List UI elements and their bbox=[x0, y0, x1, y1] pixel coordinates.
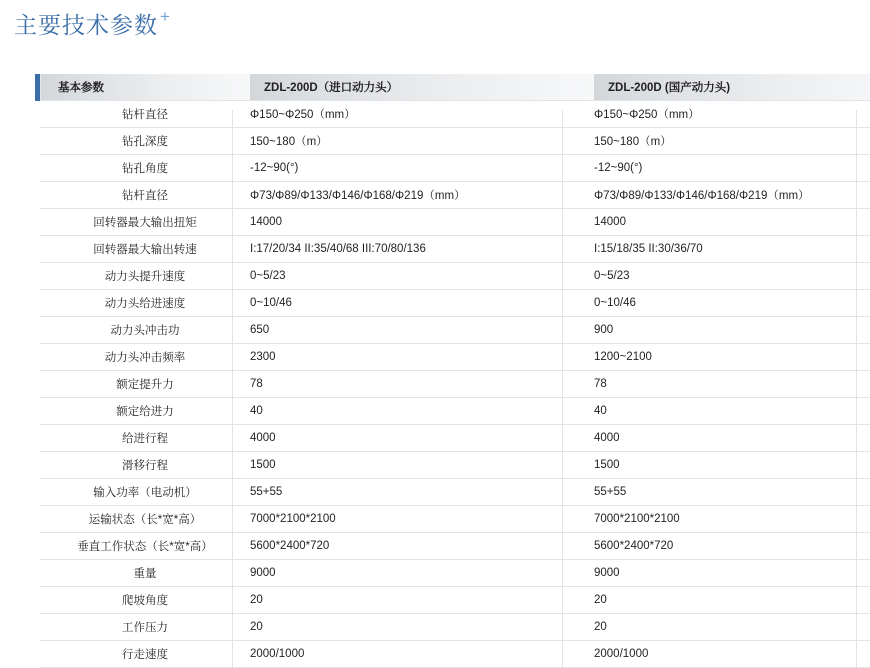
cell-domestic-value: 78 bbox=[594, 371, 870, 398]
cell-parameter-label: 动力头冲击功 bbox=[38, 317, 251, 344]
cell-import-value: 20 bbox=[250, 587, 594, 614]
cell-import-value: -12~90(°) bbox=[250, 155, 594, 182]
table-row bbox=[38, 209, 870, 236]
title-plus-mark: + bbox=[160, 8, 170, 25]
cell-parameter-label: 爬坡角度 bbox=[38, 587, 251, 614]
cell-domestic-value: I:15/18/35 II:30/36/70 bbox=[594, 236, 870, 263]
cell-domestic-value: 150~180（m） bbox=[594, 128, 870, 155]
table-row bbox=[38, 290, 870, 317]
cell-domestic-value: 7000*2100*2100 bbox=[594, 506, 870, 533]
cell-import-value: 4000 bbox=[250, 425, 594, 452]
table-row bbox=[38, 587, 870, 614]
cell-import-value: 1500 bbox=[250, 452, 594, 479]
cell-domestic-value: 5600*2400*720 bbox=[594, 533, 870, 560]
cell-domestic-value: 2000/1000 bbox=[594, 641, 870, 668]
cell-domestic-value: 20 bbox=[594, 614, 870, 641]
table-row bbox=[38, 533, 870, 560]
cell-import-value: Φ150~Φ250（mm） bbox=[250, 101, 594, 128]
table-row bbox=[38, 506, 870, 533]
cell-import-value: 40 bbox=[250, 398, 594, 425]
cell-domestic-value: 0~10/46 bbox=[594, 290, 870, 317]
cell-domestic-value: 0~5/23 bbox=[594, 263, 870, 290]
table-row bbox=[38, 101, 870, 128]
column-divider-3 bbox=[856, 110, 857, 667]
cell-parameter-label: 滑移行程 bbox=[38, 452, 251, 479]
cell-parameter-label: 钻杆直径 bbox=[38, 182, 251, 209]
cell-parameter-label: 重量 bbox=[38, 560, 251, 587]
cell-parameter-label: 行走速度 bbox=[38, 641, 251, 668]
cell-parameter-label: 动力头提升速度 bbox=[38, 263, 251, 290]
cell-parameter-label: 额定给进力 bbox=[38, 398, 251, 425]
cell-import-value: 55+55 bbox=[250, 479, 594, 506]
cell-domestic-value: 40 bbox=[594, 398, 870, 425]
cell-parameter-label: 动力头冲击频率 bbox=[38, 344, 251, 371]
cell-domestic-value: 1200~2100 bbox=[594, 344, 870, 371]
cell-parameter-label: 回转器最大输出转速 bbox=[38, 236, 251, 263]
cell-import-value: 0~5/23 bbox=[250, 263, 594, 290]
cell-domestic-value: 20 bbox=[594, 587, 870, 614]
cell-import-value: 0~10/46 bbox=[250, 290, 594, 317]
cell-import-value: 9000 bbox=[250, 560, 594, 587]
header-cell-import: ZDL-200D（进口动力头） bbox=[250, 74, 594, 101]
cell-parameter-label: 工作压力 bbox=[38, 614, 251, 641]
cell-domestic-value: -12~90(°) bbox=[594, 155, 870, 182]
specification-table bbox=[35, 74, 870, 668]
cell-parameter-label: 动力头给进速度 bbox=[38, 290, 251, 317]
cell-import-value: 150~180（m） bbox=[250, 128, 594, 155]
cell-import-value: Φ73/Φ89/Φ133/Φ146/Φ168/Φ219（mm） bbox=[250, 182, 594, 209]
cell-parameter-label: 额定提升力 bbox=[38, 371, 251, 398]
cell-import-value: 7000*2100*2100 bbox=[250, 506, 594, 533]
cell-import-value: I:17/20/34 II:35/40/68 III:70/80/136 bbox=[250, 236, 594, 263]
table-row bbox=[38, 263, 870, 290]
cell-domestic-value: 9000 bbox=[594, 560, 870, 587]
cell-domestic-value: 900 bbox=[594, 317, 870, 344]
header-cell-domestic: ZDL-200D (国产动力头) bbox=[594, 74, 870, 101]
cell-parameter-label: 钻孔深度 bbox=[38, 128, 251, 155]
table-row bbox=[38, 155, 870, 182]
cell-import-value: 20 bbox=[250, 614, 594, 641]
column-divider-1 bbox=[232, 110, 233, 667]
table-header-row bbox=[38, 74, 870, 101]
table-row bbox=[38, 452, 870, 479]
table-row bbox=[38, 641, 870, 668]
cell-parameter-label: 给进行程 bbox=[38, 425, 251, 452]
cell-domestic-value: 4000 bbox=[594, 425, 870, 452]
table-row bbox=[38, 344, 870, 371]
cell-import-value: 650 bbox=[250, 317, 594, 344]
page-title-text: 主要技术参数 bbox=[14, 12, 158, 40]
table-row bbox=[38, 614, 870, 641]
cell-parameter-label: 回转器最大输出扭矩 bbox=[38, 209, 251, 236]
cell-import-value: 14000 bbox=[250, 209, 594, 236]
header-cell-parameter: 基本参数 bbox=[38, 74, 251, 101]
cell-domestic-value: Φ150~Φ250（mm） bbox=[594, 101, 870, 128]
table-row bbox=[38, 317, 870, 344]
specification-table-wrapper bbox=[35, 74, 857, 668]
table-row bbox=[38, 182, 870, 209]
table-row bbox=[38, 128, 870, 155]
table-row bbox=[38, 398, 870, 425]
cell-domestic-value: Φ73/Φ89/Φ133/Φ146/Φ168/Φ219（mm） bbox=[594, 182, 870, 209]
cell-parameter-label: 钻杆直径 bbox=[38, 101, 251, 128]
specification-table-body bbox=[38, 74, 870, 668]
cell-parameter-label: 钻孔角度 bbox=[38, 155, 251, 182]
cell-parameter-label: 垂直工作状态（长*宽*高） bbox=[38, 533, 251, 560]
table-row bbox=[38, 479, 870, 506]
cell-import-value: 5600*2400*720 bbox=[250, 533, 594, 560]
cell-parameter-label: 运输状态（长*宽*高） bbox=[38, 506, 251, 533]
cell-parameter-label: 输入功率（电动机） bbox=[38, 479, 251, 506]
cell-import-value: 2300 bbox=[250, 344, 594, 371]
table-row bbox=[38, 425, 870, 452]
cell-domestic-value: 14000 bbox=[594, 209, 870, 236]
cell-import-value: 78 bbox=[250, 371, 594, 398]
cell-domestic-value: 55+55 bbox=[594, 479, 870, 506]
table-row bbox=[38, 236, 870, 263]
column-divider-2 bbox=[562, 110, 563, 667]
cell-import-value: 2000/1000 bbox=[250, 641, 594, 668]
cell-domestic-value: 1500 bbox=[594, 452, 870, 479]
table-row bbox=[38, 560, 870, 587]
table-row bbox=[38, 371, 870, 398]
page-title bbox=[14, 12, 170, 40]
